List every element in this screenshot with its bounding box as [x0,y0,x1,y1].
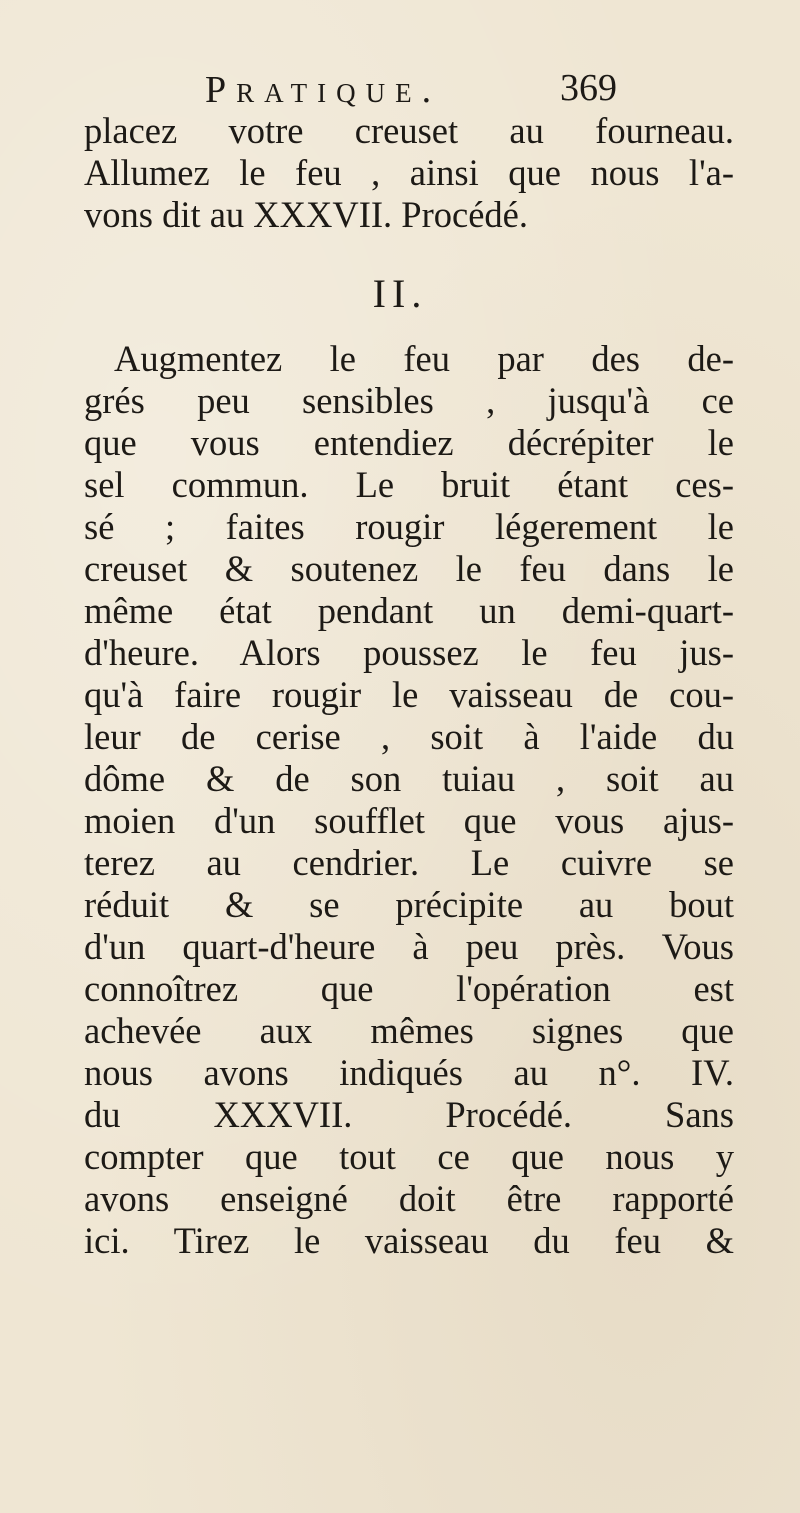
text-line: Allumez le feu , ainsi que nous l'a- [84,152,734,193]
text-line: nous avons indiqués au n°. IV. [84,1052,734,1093]
text-line: sé ; faites rougir légerement le [84,506,734,547]
section-number: II. [372,271,428,316]
text-line: terez au cendrier. Le cuivre se [84,842,734,883]
paragraph-continuation [84,110,734,236]
text-line: achevée aux mêmes signes que [84,1010,734,1051]
text-line: moien d'un soufflet que vous ajus- [84,800,734,841]
text-line: grés peu sensibles , jusqu'à ce [84,380,734,421]
text-line: Augmentez le feu par des de- [114,338,734,379]
text-line: d'un quart-d'heure à peu près. Vous [84,926,734,967]
text-line: connoîtrez que l'opération est [84,968,734,1009]
page-number: 369 [560,67,617,109]
text-line: creuset & soutenez le feu dans le [84,548,734,589]
text-line: ici. Tirez le vaisseau du feu & [84,1220,734,1261]
text-line: compter que tout ce que nous y [84,1136,734,1177]
text-line: que vous entendiez décrépiter le [84,422,734,463]
text-line: sel commun. Le bruit étant ces- [84,464,734,505]
text-line: même état pendant un demi-quart- [84,590,734,631]
text-line: réduit & se précipite au bout [84,884,734,925]
paragraph-main [84,338,734,1262]
text-line: du XXXVII. Procédé. Sans [84,1094,734,1135]
text-line: avons enseigné doit être rapporté [84,1178,734,1219]
text-line: dôme & de son tuiau , soit au [84,758,734,799]
text-line: d'heure. Alors poussez le feu jus- [84,632,734,673]
text-line: placez votre creuset au fourneau. [84,110,734,151]
running-head: Pratique. [205,69,442,111]
page-header [0,46,800,111]
text-line: vons dit au XXXVII. Procédé. [84,194,528,235]
text-line: qu'à faire rougir le vaisseau de cou- [84,674,734,715]
text-line: leur de cerise , soit à l'aide du [84,716,734,757]
